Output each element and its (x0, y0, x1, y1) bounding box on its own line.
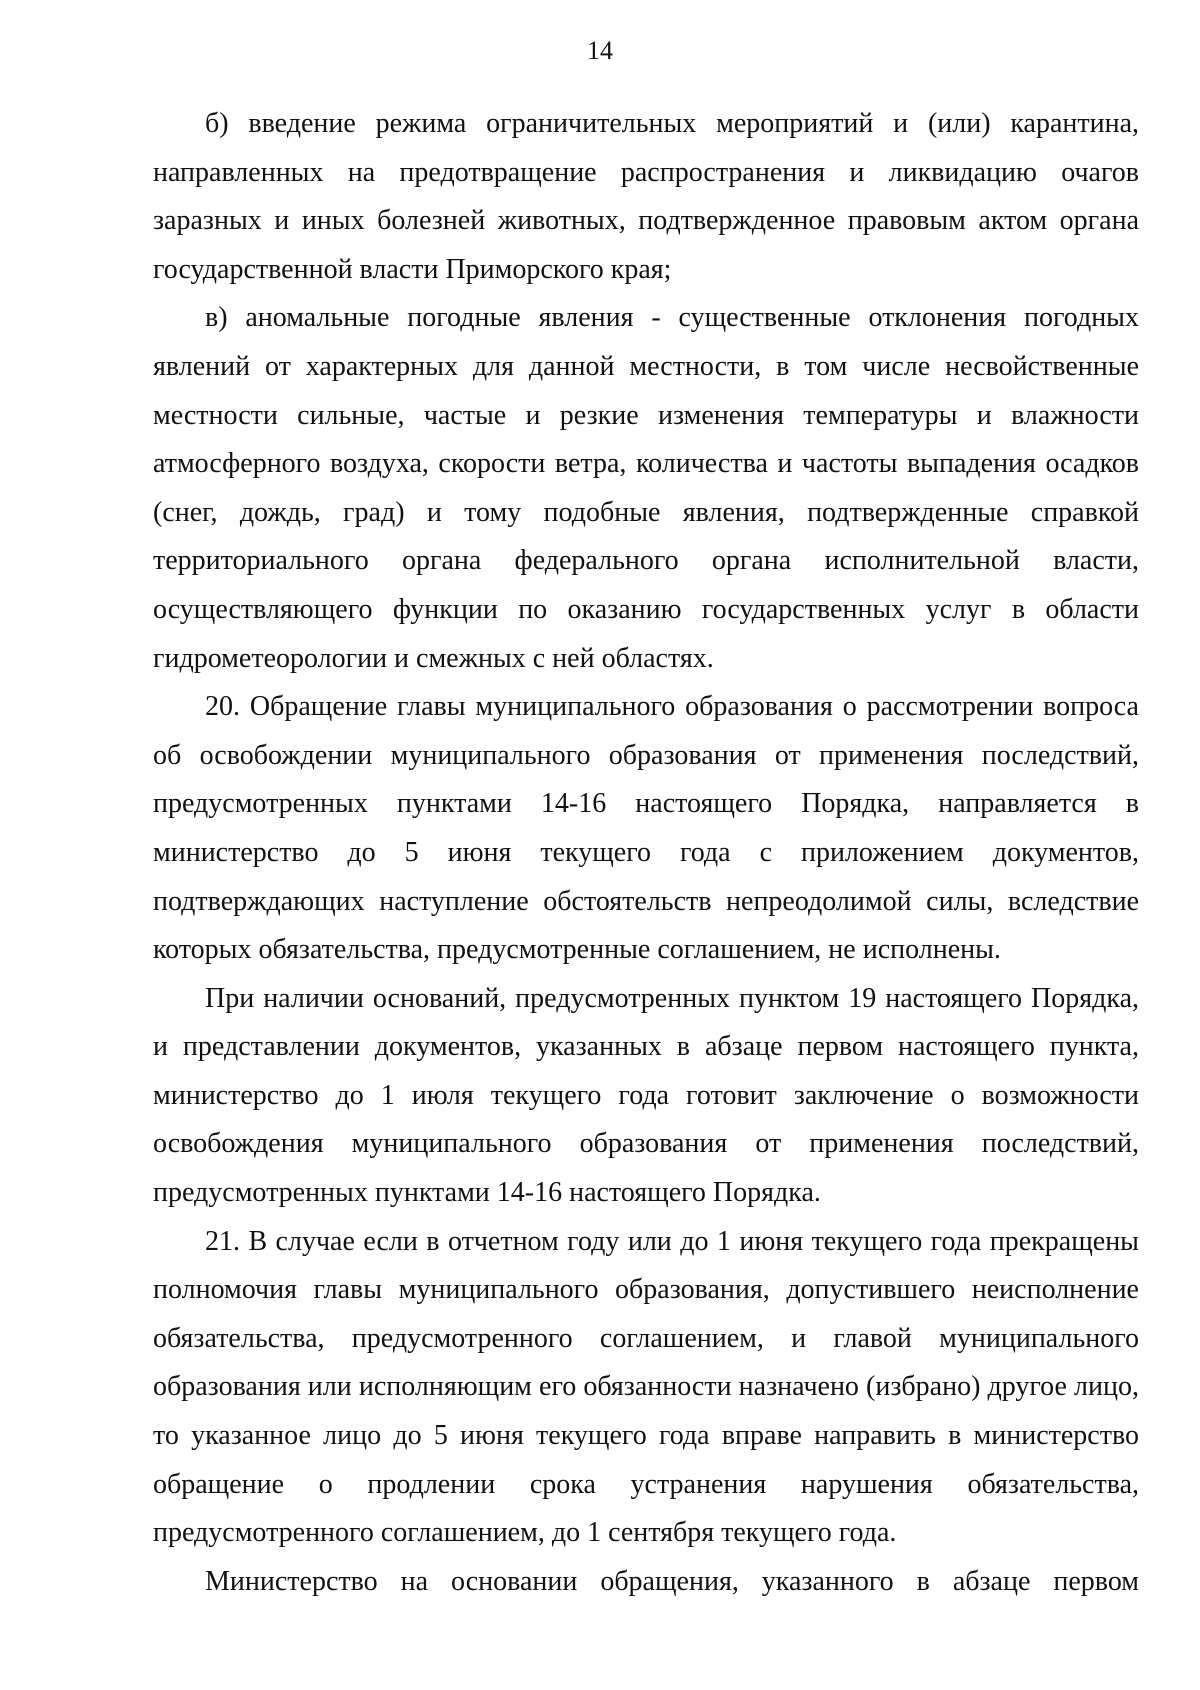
paragraph-20-appeal: 20. Обращение главы муниципального образования о рассмотрении вопроса об освобождении муниципального образования от применения последствий, предусмотренных пунктами 14-16 настоящего Порядка, направляется в министерство до 5 июня текущего года с приложением документов, подтверждающих наступление обстоятельств непреодолимой силы, вследствие которых обязательства, предусмотренные соглашением, не исполнены. (153, 691, 1139, 966)
paragraph-ministry-continued: Министерство на основании обращения, указанного в абзаце первом (205, 1565, 1139, 1597)
paragraph-b-quarantine: б) введение режима ограничительных мероприятий и (или) карантина, направленных на предотвращение распространения и ликвидацию очагов заразных и иных болезней животных, подтвержденное правовым актом органа государственной власти Приморского края; (153, 108, 1139, 285)
paragraph-20-conclusion: При наличии оснований, предусмотренных пунктом 19 настоящего Порядка, и представлении документов, указанных в абзаце первом настоящего пункта, министерство до 1 июля текущего года готовит заключение о возможности освобождения муниципального образования от применения последствий, предусмотренных пунктами 14-16 настоящего Порядка. (153, 982, 1139, 1209)
paragraph-v-weather: в) аномальные погодные явления - существенные отклонения погодных явлений от характерных для данной местности, в том числе несвойственные местности сильные, частые и резкие изменения температуры и влажности атмосферного воздуха, скорости ветра, количества и частоты выпадения осадков (снег, дождь, град) и тому подобные явления, подтвержденные справкой территориального органа федерального органа исполнительной власти, осуществляющего функции по оказанию государственных услуг в области гидрометеорологии и смежных с ней областях. (153, 302, 1139, 674)
paragraph-21-powers-terminated: 21. В случае если в отчетном году или до 1 июня текущего года прекращены полномочия главы муниципального образования, допустившего неисполнение обязательства, предусмотренного соглашением, и главой муниципального образования или исполняющим его обязанности назначено (избрано) другое лицо, то указанное лицо до 5 июня текущего года вправе направить в министерство обращение о продлении срока устранения нарушения обязательства, предусмотренного соглашением, до 1 сентября текущего года. (153, 1225, 1139, 1549)
document-body (153, 100, 1139, 1606)
page-number: 14 (587, 36, 613, 65)
